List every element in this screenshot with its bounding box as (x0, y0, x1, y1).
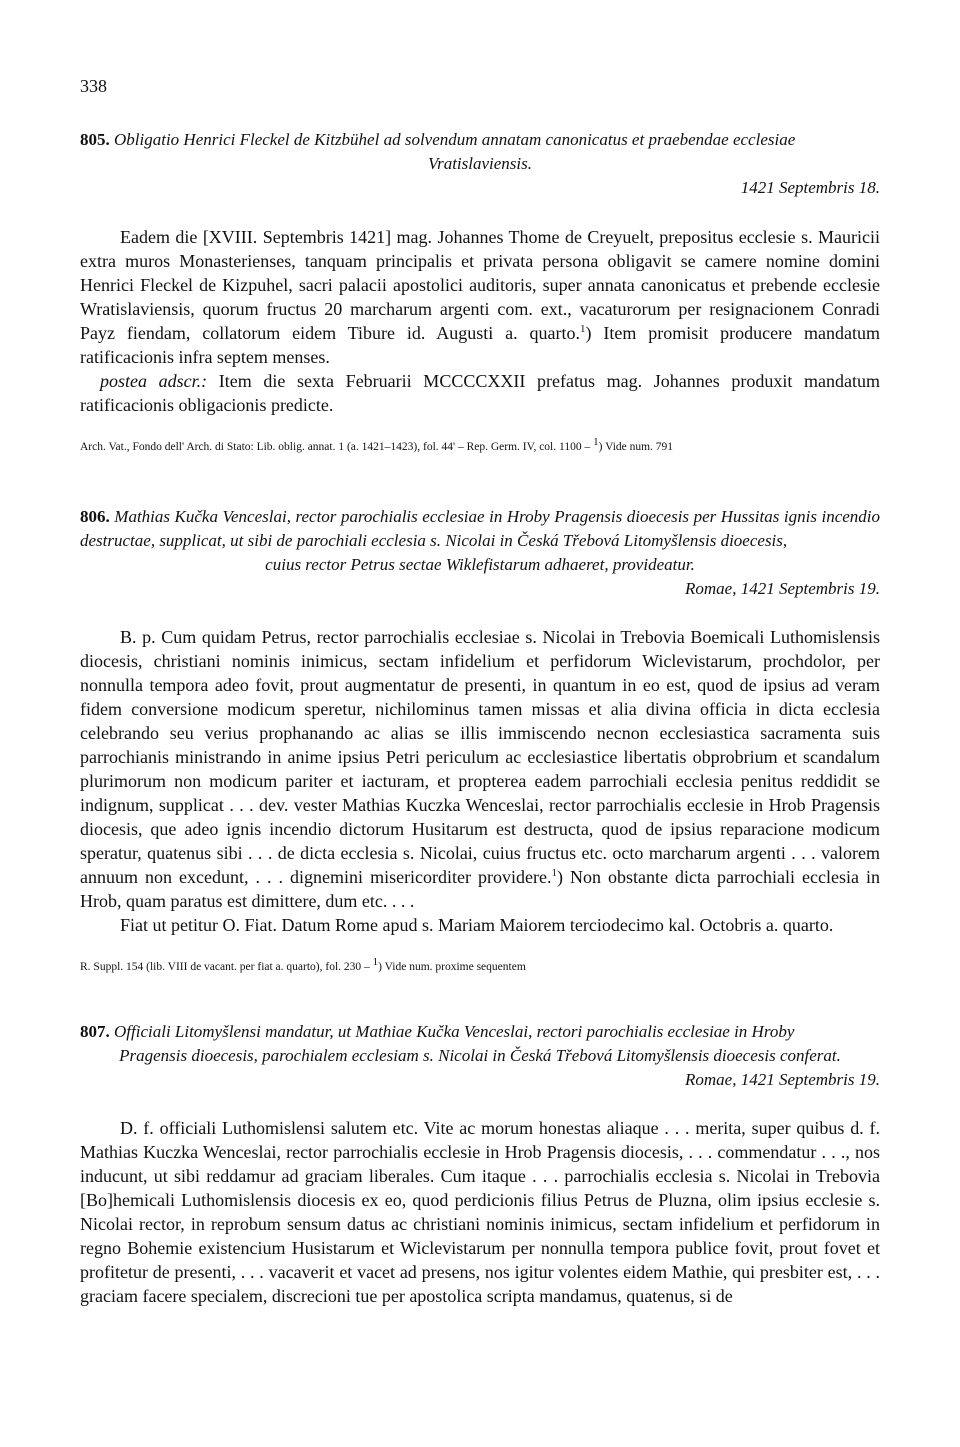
note-text: Arch. Vat., Fondo dell' Arch. di Stato: Lib. oblig. annat. 1 (a. 1421–1423), fol. 44' – Rep. Germ. IV, col. 1100 – (80, 441, 594, 453)
note-footnote-ref: 1 (372, 956, 379, 969)
source-note (80, 956, 880, 975)
entry-title-tail: Vratislaviensis. (427, 154, 533, 173)
entry-807 (80, 1020, 880, 1308)
entry-number: 805. (80, 130, 110, 149)
entry-805 (80, 128, 880, 455)
postea-label: postea adscr.: (100, 371, 208, 391)
entry-number: 807. (80, 1022, 110, 1041)
note-tail: ) Vide num. proxime sequentem (378, 961, 526, 973)
body-paragraph-2: Fiat ut petitur O. Fiat. Datum Rome apud s. Mariam Maiorem terciodecimo kal. Octobris a. quarto. (120, 915, 834, 935)
footnote-ref: 1 (551, 867, 558, 879)
entry-body (80, 225, 880, 417)
body-paragraph (80, 225, 880, 369)
body-text: Eadem die [XVIII. Septembris 1421] mag. Johannes Thome de Creyuelt, prepositus ecclesie s. Mauricii extra muros Monasterienses, tanquam principalis et privata persona obligavit se camere nomine domini Henrici Fleckel de Kizpuhel, sacri palacii apostolici auditoris, super annata canonicatus et prebende ecclesie Wratislaviensis, quorum fructus 20 marcharum argenti com. ext., vacaturorum per resignacionem Conradi Payz fiendam, collatorum eidem Tibure id. Augusti a. quarto. (80, 227, 880, 343)
entry-title-tail: Pragensis dioecesis, parochialem ecclesiam s. Nicolai in Česká Třebová Litomyšlensis dioecesis conferat. (119, 1046, 841, 1065)
entry-heading (80, 128, 880, 200)
entry-title: Officiali Litomyšlensi mandatur, ut Mathiae Kučka Venceslai, rectori parochialis ecclesiae in Hroby (114, 1022, 795, 1041)
entry-title: Mathias Kučka Venceslai, rector parochialis ecclesiae in Hroby Pragensis dioecesis per Hussitas ignis incendio destructae, supplicat, ut sibi de parochiali ecclesia s. Nicolai in Česká Třebová Litomyšlensis dioecesis, (80, 507, 881, 550)
entry-title-tail: cuius rector Petrus sectae Wiklefistarum adhaeret, provideatur. (265, 555, 695, 574)
entry-date: Romae, 1421 Septembris 19. (684, 1070, 880, 1089)
entry-date: 1421 Septembris 18. (740, 178, 880, 197)
entry-heading (80, 505, 880, 601)
entry-heading (80, 1020, 880, 1092)
postea-text: Item die sexta Februarii MCCCCXXII prefatus mag. Johannes produxit mandatum ratificacionis obligacionis predicte. (80, 371, 880, 415)
page-number: 338 (80, 76, 107, 96)
body-text: B. p. Cum quidam Petrus, rector parrochialis ecclesiae s. Nicolai in Trebovia Boemicali Luthomislensis diocesis, christiani nominis inimicus, sectam infidelium et perfidorum Wiclevistarum, prochdolor, per nonnulla tempora adeo fovit, prout augmentatur de presenti, in quantum in eo est, quod de ipsius ad veram fidem conversione modicum speretur, nichilominus tamen missas et alia divina officia in dicta ecclesia celebrando seu verius prophanando ac alias se illis immiscendo necnon ecclesiastica sacramenta suis parrochianis ministrando in anime ipsius Petri periculum ac ecclesiastice libertatis obprobrium et scandalum plurimorum non modicum pariter et iacturam, et propterea eadem parrochiali ecclesia penitus reddidit se indignum, supplicat . . . dev. vester Mathias Kuczka Wenceslai, rector parrochialis ecclesie in Hrob Pragensis diocesis, que adeo ignis incendio dictorum Husitarum est destructa, quod de ipsius reparacione modicum speratur, quatenus sibi . . . de dicta ecclesia s. Nicolai, cuius fructus etc. octo marcharum argenti . . . valorem annuum non excedunt, . . . dignemini misericorditer providere. (80, 627, 880, 887)
note-text: R. Suppl. 154 (lib. VIII de vacant. per fiat a. quarto), fol. 230 – (80, 961, 373, 973)
entry-number: 806. (80, 507, 110, 526)
source-note (80, 436, 880, 455)
note-footnote-ref: 1 (593, 436, 599, 449)
body-paragraph: D. f. officiali Luthomislensi salutem etc. Vite ac morum honestas aliaque . . . merita, super quibus d. f. Mathias Kuczka Wenceslai, rector parrochialis ecclesie in Hrob Pragensis diocesis, . . . commendatur . . ., nos inducunt, ut sibi reddamur ad graciam liberales. Cum itaque . . . parrochialis ecclesia s. Nicolai in Trebovia [Bo]hemicali Luthomislensis diocesis ex eo, quod perdicionis filius Petrus de Pluzna, olim ipsius ecclesie s. Nicolai rector, in reprobum sensum datus ac christiani nominis inimicus, sectam infidelium et perfidorum in regno Bohemie existencium Husistarum et Wiclevistarum per nonnulla tempora publice fovit, prout fovet et profitetur de presenti, . . . vacaverit et vacet ad presens, nos igitur volentes eidem Mathie, qui presbiter est, . . . graciam facere specialem, discrecioni tue per apostolica scripta mandamus, quatenus, si de (80, 1118, 880, 1306)
postea-paragraph (80, 369, 880, 417)
note-tail: ) Vide num. 791 (598, 441, 674, 453)
entry-title: Obligatio Henrici Fleckel de Kitzbühel ad solvendum annatam canonicatus et praebendae ecclesiae (114, 130, 796, 149)
entry-806 (80, 505, 880, 975)
body-tail: ) Non obstante dicta parrochiali ecclesia in Hrob, quam paratus est dimittere, dum etc. . . . (80, 867, 880, 911)
footnote-ref: 1 (580, 323, 586, 335)
body-tail: ) Item promisit producere mandatum ratificacionis infra septem menses. (80, 323, 880, 367)
entry-body (80, 1116, 880, 1308)
body-paragraph (80, 625, 880, 913)
entry-date: Romae, 1421 Septembris 19. (684, 579, 880, 598)
entry-body (80, 625, 880, 937)
